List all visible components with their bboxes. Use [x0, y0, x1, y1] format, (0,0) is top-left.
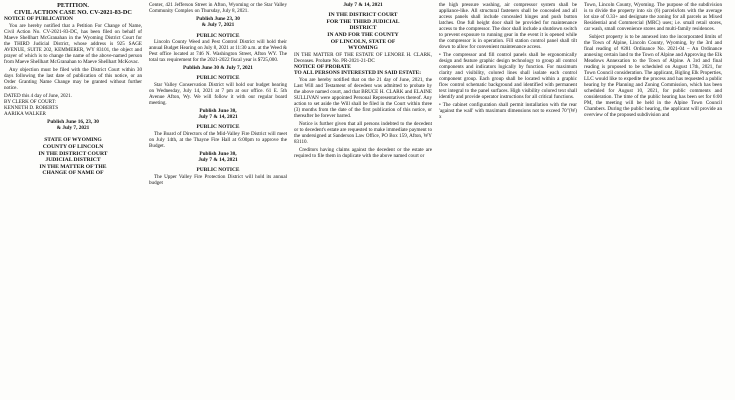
- heading: PETITION.: [57, 2, 89, 9]
- notice-title: PUBLIC NOTICE: [196, 167, 240, 174]
- heading: IN THE MATTER OF THE: [39, 163, 107, 170]
- publish-date: Publish June 23, 30: [196, 16, 240, 22]
- publish-date: Publish June 16, 23, 30: [47, 118, 99, 125]
- notice-body: Any objection must be filed with the District Court within 30 days following the last date of publication of this notice, or an Order Granting Name Change may be granted without further notice.: [4, 66, 142, 91]
- notice-body: Notice is further given that all persons indebted to the decedent or to decedent's estate are requested to make immediate payment to the undersigned at Sanderson Law Office, PO Box 159, Afton, WY 83110.: [294, 120, 432, 145]
- notice-body: Lincoln County Weed and Pest Control District will hold their annual Budget Hearing on July 8, 2021 at 11:30 a.m. at the Weed & Pest office located at 746 N. Washington Street, Afton WY. The total tax requirement for the 2021-2022 fiscal year is $725,000.: [149, 39, 287, 63]
- notice-body: DATED this 4 day of June, 2021.: [4, 92, 72, 99]
- heading: FOR THE THIRD JUDICIAL: [326, 18, 400, 25]
- notice-title: NOTICE OF PUBLICATION: [4, 16, 73, 23]
- notice-body: Creditors having claims against the decedent or the estate are required to file them in duplicate with the above named court or: [294, 146, 432, 159]
- heading: IN AND FOR THE COUNTY: [327, 32, 399, 39]
- publish-date: July 7 & 14, 2021: [198, 114, 238, 120]
- heading: STATE OF WYOMING: [44, 137, 102, 144]
- notice-title: TO ALL PERSONS INTERESTED IN SAID ESTATE:: [294, 70, 422, 77]
- heading: WYOMING: [348, 45, 378, 52]
- notice-title: PUBLIC NOTICE: [196, 75, 240, 82]
- publish-date: Publish June 30,: [199, 150, 237, 157]
- notice-title: NOTICE OF PROBATE: [294, 63, 351, 70]
- publish-date: & July 7, 2021: [201, 22, 235, 29]
- column-container: [4, 2, 731, 400]
- column-3: [294, 2, 432, 400]
- notice-body: AARIKA WALKER: [4, 110, 46, 117]
- notice-bullet: • The cabinet configuration shall permit installation with the rear 'against the wall' with maximum dimensions not to exceed 70"(W) x: [439, 102, 577, 120]
- notice-body: Star Valley Conservation District will hold our budget hearing on Wednesday, July 14, 2021 at 7 pm at our office. 61 E. 5th Avenue Afton, Wy. We will follow it with our regular board meeting.: [149, 81, 287, 106]
- heading: CHANGE OF NAME OF: [42, 170, 104, 177]
- notice-body: You are hereby notified that on the 21 day of June, 2021, the Last Will and Testament of decedent was admitted to probate by the above named court, and that BRUCE H. CLARK and ELAINE SULLIVAN were appointed Personal Representatives thereof. Any action to set aside the Will shall be filed in the Court within three (3) months from the date of the first publication of this notice, or thereafter be forever barred.: [294, 76, 432, 119]
- heading: DISTRICT: [349, 25, 377, 32]
- notice-body: Subject property is to be annexed into the incorporated limits of the Town of Alpine, Lincoln County, Wyoming, by the 3rd and final reading of #281 Ordinance No. 2021-04 – An Ordinance annexing certain land to the Town of Alpine and Approving the Elk Meadows Annexation to the Town of Alpine. A 3rd and final reading is proposed to be scheduled on August 17th, 2021, for Town Council consideration. The applicant, Bigling Elk Properties, LLC would like to expedite the process and has requested a public hearing by the Planning and Zoning Commission, which has been scheduled for August 10, 2021, for public comments and consideration. The time of the public hearing has been set for 6:00 PM, the meeting will be held in the Alpine Town Council Chambers. During the public hearing, the applicant will provide an overview of the proposed subdivision and: [584, 34, 722, 118]
- notice-title: PUBLIC NOTICE: [196, 32, 240, 39]
- heading: CIVIL ACTION CASE NO. CV-2021-83-DC: [14, 9, 132, 17]
- heading: COUNTY OF LINCOLN: [42, 144, 104, 150]
- publish-date: July 7 & 14, 2021: [343, 2, 383, 8]
- heading: OF LINCOLN, STATE OF: [330, 38, 396, 45]
- publish-date: Publish June 30 & July 7, 2021: [183, 65, 253, 71]
- publish-date: Publish June 30,: [199, 107, 237, 114]
- heading: IN THE DISTRICT COURT: [38, 150, 108, 157]
- notice-body: KENNETH D. ROBERTS: [4, 104, 59, 111]
- heading: JUDICIAL DISTRICT: [45, 157, 101, 164]
- publish-date: & July 7, 2021: [56, 125, 90, 132]
- heading: IN THE DISTRICT COURT: [328, 12, 398, 19]
- notice-body: The Board of Directors of the Mid-Valley Fire District will meet on July 14th, at the Thayne Fire Hall at 6:00pm to approve the Budget.: [149, 130, 287, 149]
- notice-body: The Upper Valley Fire Protection District will hold its annual budget: [149, 173, 287, 186]
- notice-title: PUBLIC NOTICE: [196, 124, 240, 131]
- notice-body: the high pressure washing, air compressor system shall be appliance-like. All structural fasteners shall be concealed and all access panels shall include concealed hinges and push button latches. One full height door shall be provided for maintenance access to the compressor. The door shall include a shutdown switch to prevent exposure to running gear in the event it is opened while the compressor is in operation. Fill station control panel shall tilt down to allow for convenient maintenance access.: [439, 2, 577, 50]
- notice-body: Center, 421 Jefferson Street in Afton, Wyoming or the Star Valley Community Complex on Thursday, July 8, 2021.: [149, 2, 287, 14]
- column-2: [149, 2, 287, 400]
- notice-body: IN THE MATTER OF THE ESTATE OF LENORE H. CLARK, Deceases. Probate No. PR-2021-21-DC: [294, 51, 432, 64]
- column-4: [439, 2, 577, 400]
- publish-date: July 7 & 14, 2021: [198, 157, 238, 163]
- notice-bullet: • The compressor and fill control panels shall be ergonomically design and feature graphic design technology to group all control components and indicators logically by function. For maximum clarity and visibility, colored lines shall isolate each control component group. Each group shall be located within a graphic flow control schematic background and identified with permanent text integral to the panel surfaces. High visibility colored text shall identify and provide operator instructions for all critical functions.: [439, 52, 577, 100]
- column-5: [584, 2, 722, 400]
- notice-body: Town, Lincoln County, Wyoming. The purpose of the subdivision is to divide the property into six (6) parcels/lots with the average lot size of 0.33+ and designate the zoning for all parcels as Mixed Residential and Commercial (MRC) uses; i.e. small retail stores, car wash, small convenience stores and multi-family residences.: [584, 2, 722, 32]
- notice-body: You are hereby notified that a Petition For Change of Name, Civil Action No. CV-2021-83-DC, has been filed on behalf of Maeve Shellhart McGranahan in the Wyoming District Court for the THIRD Judicial District, whose address is 925 SAGE AVENUE, SUITE 202, KEMMERER, WY 83101, the object and prayer of which is to change the name of the above-named person from Maeve Shellhart McGranahan to Maeve Shellhart McKovac.: [4, 22, 142, 65]
- notice-body: BY CLERK OF COURT:: [4, 98, 57, 105]
- column-1: [4, 2, 142, 400]
